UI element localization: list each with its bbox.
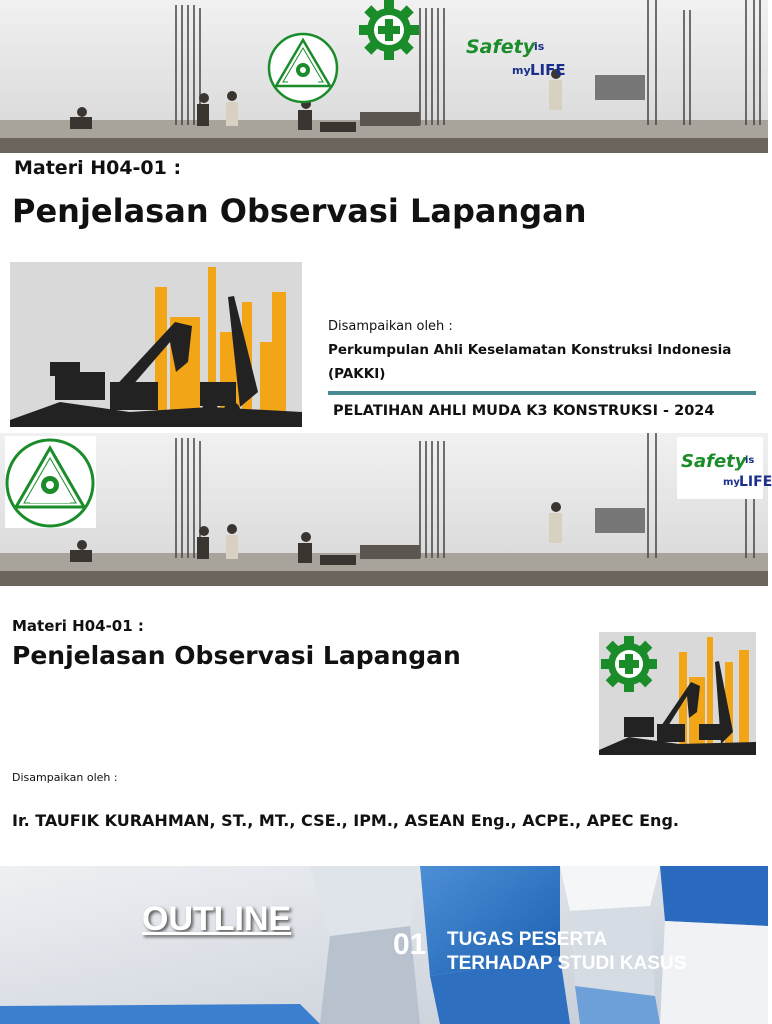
page-title: Penjelasan Observasi Lapangan [12,641,461,670]
safety-logo-word2: is [745,455,755,466]
outline-item-label: TUGAS PESERTA TERHADAP STUDI KASUS [447,929,687,974]
safety-logo-word2: is [534,40,545,53]
safety-logo-word3: my [512,64,531,77]
slide-2 [0,433,772,866]
divider-rule [328,391,756,395]
presented-by-label: Disampaikan oleh : [328,319,453,334]
construction-banner [0,0,768,153]
pakki-logo-icon [269,34,337,102]
safety-logo-word1: Safety [681,451,747,472]
k3-construction-illustration [599,632,756,755]
presenter-name: Ir. TAUFIK KURAHMAN, ST., MT., CSE., IPM., ASEAN Eng., ACPE., APEC Eng. [12,811,679,830]
safety-is-my-life-logo [464,26,566,86]
safety-logo-word1: Safety [466,36,536,58]
k3-gear-icon [359,0,419,60]
organization-name: Perkumpulan Ahli Keselamatan Konstruksi Indonesia [328,342,732,358]
safety-logo-word4: LIFE [530,61,566,79]
safety-logo-word3: my [723,477,740,488]
training-title: PELATIHAN AHLI MUDA K3 KONSTRUKSI - 2024 [333,403,715,419]
materi-label: Materi H04-01 : [12,617,144,635]
organization-abbr: (PAKKI) [328,366,386,382]
pakki-logo-icon [5,436,96,528]
outline-item-number: 01 [393,928,427,961]
outline-title: OUTLINE [142,900,292,938]
page-title: Penjelasan Observasi Lapangan [12,192,587,230]
slide-3 [0,866,768,1024]
safety-logo-word4: LIFE [739,474,772,490]
slide-1 [0,0,768,433]
safety-is-my-life-logo [679,441,772,497]
presented-by-label: Disampaikan oleh : [12,771,118,784]
k3-gear-icon [601,636,657,692]
construction-illustration [10,262,302,427]
materi-label: Materi H04-01 : [14,157,182,179]
construction-banner [0,433,768,586]
